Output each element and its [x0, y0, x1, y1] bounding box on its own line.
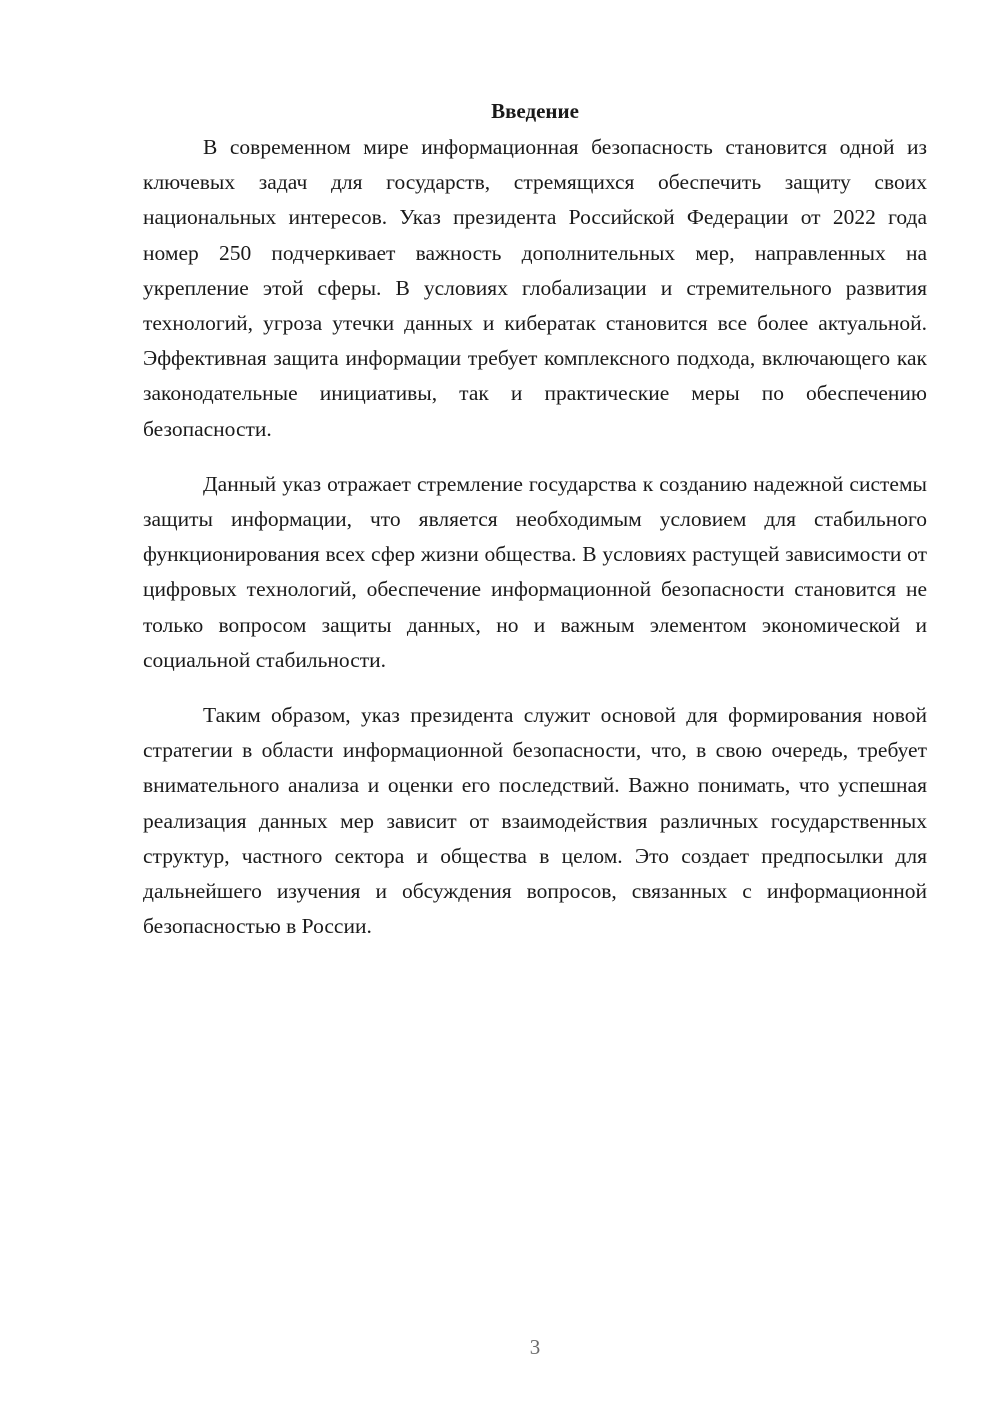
page-content: [143, 96, 927, 964]
paragraph-conclusion: Таким образом, указ президента служит основой для формирования новой стратегии в области информационной безопасности, что, в свою очередь, требует внимательного анализа и оценки его последствий. Важно понимать, что успешная реализация данных мер зависит от взаимодействия различных государственных структур, частного сектора и общества в целом. Это создает предпосылки для дальнейшего изучения и обсуждения вопросов, связанных с информационной безопасностью в России.: [143, 703, 927, 939]
section-heading: Введение: [491, 99, 579, 123]
paragraph-decree-goal: Данный указ отражает стремление государства к созданию надежной системы защиты информации, что является необходимым условием для стабильного функционирования всех сфер жизни общества. В условиях растущей зависимости от цифровых технологий, обеспечение информационной безопасности становится не только вопросом защиты данных, но и важным элементом экономической и социальной стабильности.: [143, 471, 927, 672]
page-number: 3: [529, 1335, 541, 1359]
paragraph-intro: В современном мире информационная безопасность становится одной из ключевых задач для государств, стремящихся обеспечить защиту своих национальных интересов. Указ президента Российской Федерации от 2022 года номер 250 подчеркивает важность дополнительных мер, направленных на укрепление этой сферы. В условиях глобализации и стремительного развития технологий, угроза утечки данных и кибератак становится все более актуальной. Эффективная защита информации требует комплексного подхода, включающего как законодательные инициативы, так и практические меры по обеспечению безопасности.: [143, 135, 927, 441]
